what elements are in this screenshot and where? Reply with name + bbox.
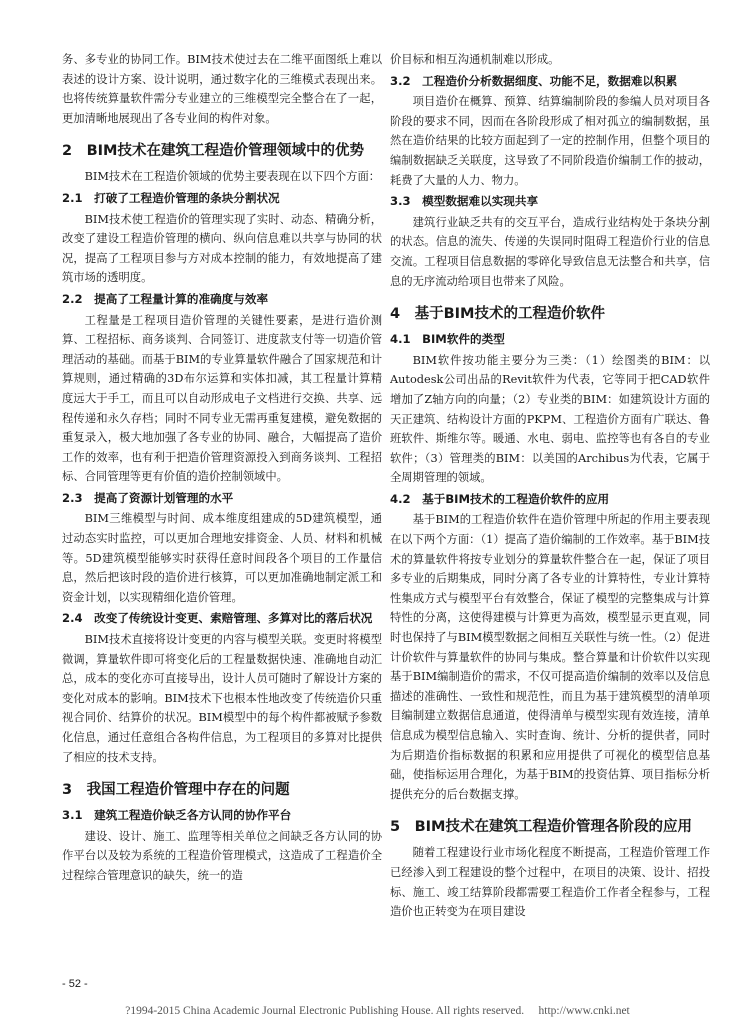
- paragraph: BIM技术使工程造价的管理实现了实时、动态、精确分析，改变了建设工程造价管理的横向、纵向信息难以共享与协同的状况，提高了工程项目参与方对成本控制的能力，有效地提高了建筑市场的透明度。: [62, 212, 382, 285]
- paragraph: 建设、设计、施工、监理等相关单位之间缺乏各方认同的协作平台以及较为系统的工程造价管理模式，这造成了工程造价全过程综合管理意识的缺失，统一的造: [62, 829, 382, 882]
- subsection-heading-4-1: 4.1 BIM软件的类型: [390, 332, 505, 347]
- subsection-heading-3-1: 3.1 建筑工程造价缺乏各方认同的协作平台: [62, 808, 292, 823]
- paragraph: 务、多专业的协同工作。BIM技术使过去在二维平面图纸上难以表述的设计方案、设计说明，通过数字化的三维模式表现出来。也将传统算量软件需分专业建立的三维模型完全整合在了一起，更加清晰地展现出了各专业间的构件对象。: [62, 53, 382, 125]
- subsection-heading-2-3: 2.3 提高了资源计划管理的水平: [62, 490, 234, 505]
- copyright-footer: ?1994-2015 China Academic Journal Electronic Publishing House. All rights reserved. http://www.cnki.net: [125, 1005, 630, 1017]
- subsection-heading-4-2: 4.2 基于BIM技术的工程造价软件的应用: [390, 491, 610, 506]
- paragraph: 随着工程建设行业市场化程度不断提高，工程造价管理工作已经渗入到工程建设的整个过程中，在项目的决策、设计、招投标、施工、竣工结算阶段都需要工程造价工作者全程参与，工程造价也正转变为在项目建设: [390, 846, 710, 919]
- section-heading-4: 4 基于BIM技术的工程造价软件: [390, 306, 605, 323]
- paragraph: BIM技术在工程造价领域的优势主要表现在以下四个方面：: [84, 170, 381, 184]
- paragraph: BIM软件按功能主要分为三类：（1）绘图类的BIM：以Autodesk公司出品的Revit软件为代表，它等同于把CAD软件增加了Z轴方向的向量；（2）专业类的BIM：如建筑设计方面的天正建筑、结构设计方面的PKPM、工程造价方面有广联达、鲁班软件、斯维尔等。暖通、水电、弱电、监控等也有各自的专业软件；（3）管理类的BIM：以美国的Archibus为代表，它属于全周期管理的领域。: [390, 353, 710, 485]
- section-heading-2: 2 BIM技术在建筑工程造价管理领域中的优势: [62, 143, 364, 160]
- right-column: [390, 50, 710, 922]
- subsection-heading-3-2: 3.2 工程造价分析数据细度、功能不足，数据难以积累: [390, 73, 678, 88]
- subsection-heading-2-2: 2.2 提高了工程量计算的准确度与效率: [62, 291, 269, 306]
- left-column: [62, 50, 382, 886]
- paragraph: 建筑行业缺乏共有的交互平台，造成行业结构处于条块分割的状态。信息的流失、传递的失误同时阻碍工程造价行业的信息交流。工程项目信息数据的零碎化导致信息无法整合和共享，信息的无序流动给项目也带来了风险。: [390, 215, 710, 288]
- paragraph: 项目造价在概算、预算、结算编制阶段的参编人员对项目各阶段的要求不同，因而在各阶段形成了相对孤立的编制数据，虽然在造价结果的比较方面起到了一定的控制作用，但整个项目的编制数据缺乏关联度，这导致了不同阶段造价编制工作的披动，耗费了大量的人力、物力。: [390, 95, 710, 187]
- subsection-heading-2-4: 2.4 改变了传统设计变更、索赔管理、多算对比的落后状况: [62, 611, 373, 626]
- paragraph: 基于BIM的工程造价软件在造价管理中所起的作用主要表现在以下两个方面：（1）提高了造价编制的工作效率。基于BIM技术的算量软件将按专业划分的算量软件整合在一起，保证了项目多专业的后期集成，同时分离了各专业的计算特性，专业计算特性集成方式与模型平台有效整合，保证了模型的完整集成与计算特性的分离，这使得建模与计算更为高效，模型显示更直观，同时也保持了与BIM模型数据之间相互关联性与统一性。（2）促进计价软件与算量软件的协同与集成。整合算量和计价软件以实现基于BIM编制造价的需求，不仅可提高造价编制的效率以及信息描述的准确性、一致性和规范性，而且为基于建筑模型的清单项目编制建立数据信息通道，使得清单与模型实现有效连接，清单信息成为模型信息输入、实时查询、统计、分析的提供者，同时为后期造价指标数据的积累和应用提供了可视化的模型信息基础，使指标运用合理化，为基于BIM的投资估算、项目指标分析提供充分的后台数据支撑。: [390, 513, 710, 801]
- subsection-heading-3-3: 3.3 模型数据难以实现共享: [390, 194, 539, 209]
- section-heading-3: 3 我国工程造价管理中存在的问题: [62, 782, 290, 799]
- paragraph: BIM三维模型与时间、成本维度组建成的5D建筑模型，通过动态实时监控，可以更加合理地安排资金、人员、材料和机械等。5D建筑模型能够实时获得任意时间段各个项目的工作量信息，然后把该时段的造价进行核算，可以更加准确地制定派工和资金计划，以实现精细化造价管理。: [62, 512, 382, 604]
- paragraph: 工程量是工程项目造价管理的关键性要素，是进行造价测算、工程招标、商务谈判、合同签订、进度款支付等一切造价管理活动的基础。而基于BIM的专业算量软件融合了国家规范和计算规则，通过精确的3D布尔运算和实体扣减，其工程量计算精度远大于手工，而且可以自动形成电子文档进行交换、共享、远程传递和永久存档；同时不同专业无需再重复建模，避免数据的重复录入，极大地加强了各专业的协同、融合，大幅提高了造价工作的效率，也有利于把造价管理资源投入到商务谈判、工程招标、合同管理等更有价值的造价控制领域中。: [62, 313, 382, 484]
- page-number: - 52 -: [62, 978, 88, 990]
- paragraph: BIM技术直接将设计变更的内容与模型关联。变更时将模型微调，算量软件即可将变化后的工程量数据快速、准确地自动汇总，成本的变化亦可直接导出，设计人员可随时了解设计方案的变化对成本的影响。BIM技术下也根本性地改变了传统造价只重视合同价、结算价的状况。BIM模型中的每个构件都被赋予参数化信息，通过任意组合各构件信息，为工程项目的多算对比提供了相应的技术支持。: [62, 633, 382, 764]
- section-heading-5: 5 BIM技术在建筑工程造价管理各阶段的应用: [390, 819, 692, 836]
- paragraph: 价目标和相互沟通机制难以形成。: [390, 53, 560, 66]
- subsection-heading-2-1: 2.1 打破了工程造价管理的条块分割状况: [62, 190, 280, 205]
